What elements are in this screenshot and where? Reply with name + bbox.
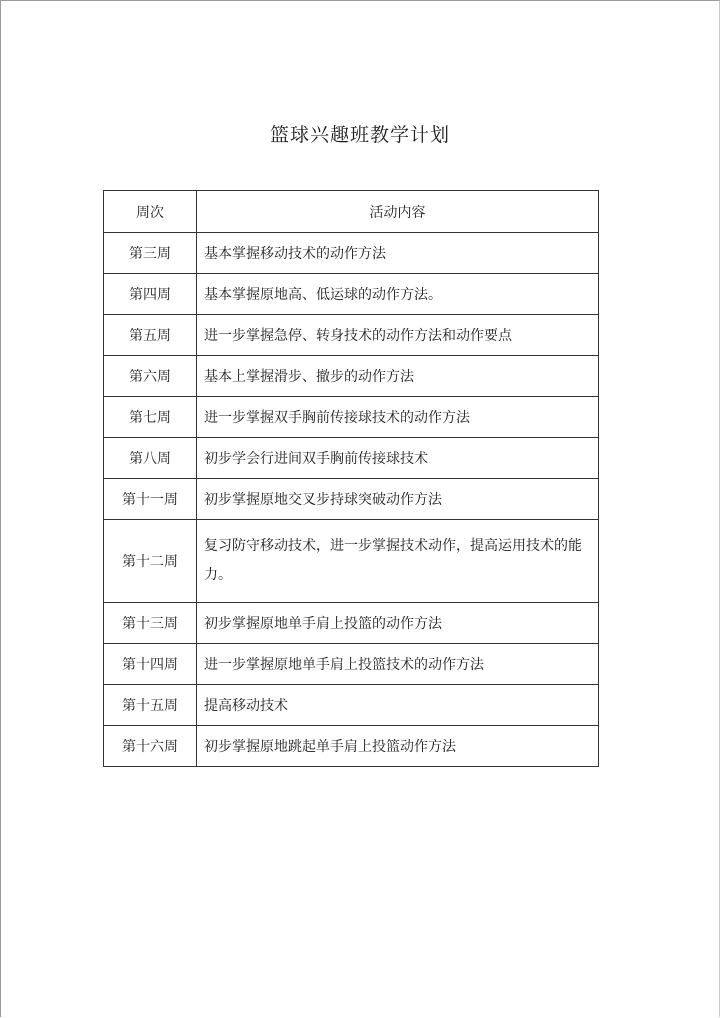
content-cell: 初步学会行进间双手胸前传接球技术: [197, 438, 599, 479]
week-cell: 第四周: [104, 274, 197, 315]
week-cell: 第十三周: [104, 603, 197, 644]
table-row: [104, 315, 599, 356]
table-header-row: [104, 191, 599, 233]
content-cell: 基本上掌握滑步、撤步的动作方法: [197, 356, 599, 397]
week-cell: 第十四周: [104, 644, 197, 685]
week-cell: 第三周: [104, 233, 197, 274]
content-cell: 进一步掌握双手胸前传接球技术的动作方法: [197, 397, 599, 438]
content-cell: 初步掌握原地跳起单手肩上投篮动作方法: [197, 726, 599, 767]
week-cell: 第十一周: [104, 479, 197, 520]
table-row: [104, 479, 599, 520]
week-cell: 第十二周: [104, 520, 197, 603]
week-cell: 第六周: [104, 356, 197, 397]
table-row: [104, 233, 599, 274]
header-content: 活动内容: [197, 191, 599, 233]
week-cell: 第五周: [104, 315, 197, 356]
content-cell: 复习防守移动技术，进一步掌握技术动作，提高运用技术的能力。: [197, 520, 599, 603]
table-row: [104, 726, 599, 767]
header-week: 周次: [104, 191, 197, 233]
table-row: [104, 644, 599, 685]
content-cell: 进一步掌握急停、转身技术的动作方法和动作要点: [197, 315, 599, 356]
week-cell: 第十六周: [104, 726, 197, 767]
table-row: [104, 397, 599, 438]
content-cell: 基本掌握原地高、低运球的动作方法。: [197, 274, 599, 315]
teaching-plan-table: [103, 190, 599, 767]
content-cell: 初步掌握原地单手肩上投篮的动作方法: [197, 603, 599, 644]
table-row: [104, 356, 599, 397]
content-cell: 基本掌握移动技术的动作方法: [197, 233, 599, 274]
table-row: [104, 520, 599, 603]
week-cell: 第十五周: [104, 685, 197, 726]
document-title: 篮球兴趣班教学计划: [269, 124, 450, 146]
content-cell: 初步掌握原地交叉步持球突破动作方法: [197, 479, 599, 520]
table-row: [104, 274, 599, 315]
content-cell: 进一步掌握原地单手肩上投篮技术的动作方法: [197, 644, 599, 685]
table-row: [104, 603, 599, 644]
table-row: [104, 438, 599, 479]
week-cell: 第七周: [104, 397, 197, 438]
content-cell: 提高移动技术: [197, 685, 599, 726]
table-row: [104, 685, 599, 726]
week-cell: 第八周: [104, 438, 197, 479]
